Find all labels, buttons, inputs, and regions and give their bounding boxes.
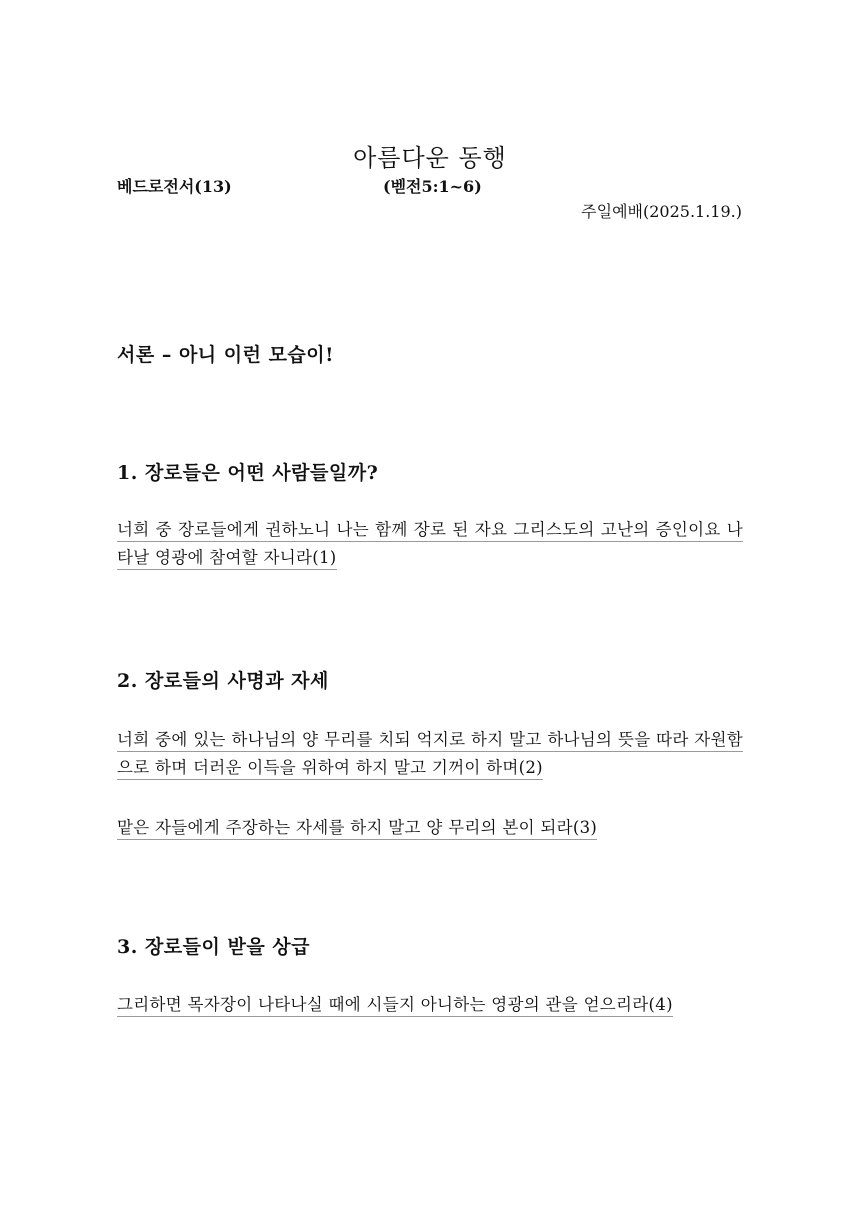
verse-text: 맡은 자들에게 주장하는 자세를 하지 말고 양 무리의 본이 되라(3) xyxy=(117,818,597,840)
section-2-verse-1 xyxy=(117,726,743,782)
section-3-verse-1 xyxy=(117,991,743,1019)
scripture-reference: (벧전5:1~6) xyxy=(383,177,482,196)
section-3-heading: 3. 장로들이 받을 상급 xyxy=(117,936,311,958)
section-1-heading: 1. 장로들은 어떤 사람들일까? xyxy=(117,462,379,484)
section-2-heading: 2. 장로들의 사명과 자세 xyxy=(117,670,329,692)
series-label: 베드로전서(13) xyxy=(117,177,232,196)
verse-text: 그리하면 목자장이 나타나실 때에 시들지 아니하는 영광의 관을 얻으리라(4) xyxy=(117,995,673,1017)
verse-text: 너희 중 장로들에게 권하노니 나는 함께 장로 된 자요 그리스도의 고난의 증인이요 나타날 영광에 참여할 자니라(1) xyxy=(117,520,743,570)
intro-heading: 서론 – 아니 이런 모습이! xyxy=(117,344,334,366)
section-1-verse-1 xyxy=(117,516,743,572)
service-date: 주일예배(2025.1.19.) xyxy=(581,202,742,221)
verse-text: 너희 중에 있는 하나님의 양 무리를 치되 억지로 하지 말고 하나님의 뜻을 따라 자원함으로 하며 더러운 이득을 위하여 하지 말고 기꺼이 하며(2) xyxy=(117,730,743,780)
sermon-title: 아름다운 동행 xyxy=(353,144,507,172)
section-2-verse-2 xyxy=(117,814,743,842)
